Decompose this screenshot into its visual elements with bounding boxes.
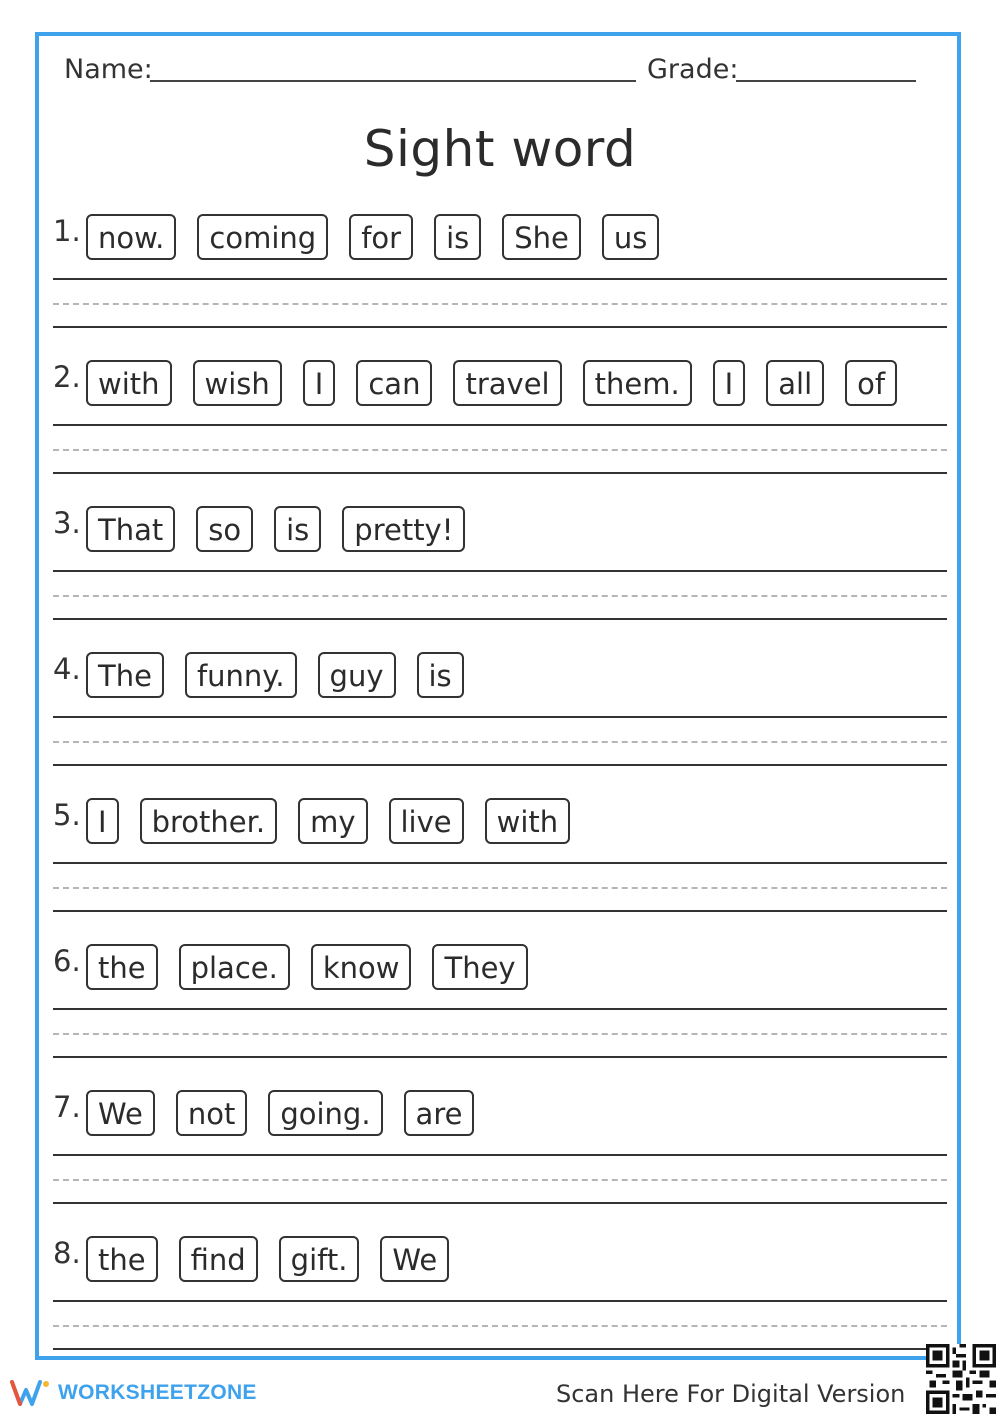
word-chip[interactable]: going. — [268, 1090, 382, 1136]
word-chip[interactable]: We — [380, 1236, 449, 1282]
word-chip[interactable]: the — [86, 1236, 158, 1282]
exercise-number: 8. — [53, 1236, 81, 1270]
scan-caption: Scan Here For Digital Version — [556, 1380, 906, 1408]
writing-mid-line — [53, 1179, 947, 1181]
word-chip[interactable]: the — [86, 944, 158, 990]
writing-top-line — [53, 278, 947, 280]
word-chip[interactable]: live — [389, 798, 464, 844]
word-chip[interactable]: know — [311, 944, 412, 990]
word-chip[interactable]: with — [485, 798, 571, 844]
word-chip[interactable]: with — [86, 360, 172, 406]
exercise-row — [0, 1090, 1000, 1236]
writing-top-line — [53, 716, 947, 718]
word-chip[interactable]: find — [179, 1236, 258, 1282]
word-chip[interactable]: is — [417, 652, 464, 698]
word-chip[interactable]: for — [349, 214, 413, 260]
word-chip[interactable]: them. — [583, 360, 692, 406]
word-chip-group — [86, 798, 591, 844]
exercise-number: 2. — [53, 360, 81, 394]
exercise-number: 3. — [53, 506, 81, 540]
writing-base-line[interactable] — [53, 910, 947, 912]
grade-label: Grade: — [647, 54, 739, 85]
word-chip-group — [86, 944, 549, 990]
word-chip-group — [86, 1090, 495, 1136]
word-chip[interactable]: coming — [197, 214, 328, 260]
brand-name: WORKSHEETZONE — [58, 1381, 257, 1404]
exercise-number: 6. — [53, 944, 81, 978]
name-label: Name: — [64, 54, 153, 85]
writing-mid-line — [53, 1325, 947, 1327]
word-chip[interactable]: now. — [86, 214, 176, 260]
exercise-row — [0, 652, 1000, 798]
writing-mid-line — [53, 741, 947, 743]
writing-base-line[interactable] — [53, 472, 947, 474]
exercise-number: 7. — [53, 1090, 81, 1124]
word-chip[interactable]: The — [86, 652, 164, 698]
exercise-row — [0, 360, 1000, 506]
writing-top-line — [53, 424, 947, 426]
word-chip[interactable]: us — [602, 214, 660, 260]
exercise-number: 1. — [53, 214, 81, 248]
word-chip[interactable]: brother. — [140, 798, 278, 844]
word-chip-group — [86, 360, 918, 406]
word-chip[interactable]: place. — [179, 944, 290, 990]
writing-mid-line — [53, 887, 947, 889]
word-chip[interactable]: We — [86, 1090, 155, 1136]
exercise-number: 4. — [53, 652, 81, 686]
word-chip[interactable]: can — [356, 360, 432, 406]
word-chip[interactable]: They — [432, 944, 527, 990]
word-chip[interactable]: so — [196, 506, 253, 552]
word-chip[interactable]: I — [713, 360, 746, 406]
writing-base-line[interactable] — [53, 764, 947, 766]
word-chip[interactable]: I — [86, 798, 119, 844]
word-chip-group — [86, 1236, 470, 1282]
word-chip-group — [86, 506, 486, 552]
word-chip[interactable]: gift. — [279, 1236, 360, 1282]
name-field[interactable] — [150, 80, 636, 82]
writing-top-line — [53, 570, 947, 572]
brand-logo[interactable] — [10, 1376, 257, 1410]
word-chip[interactable]: funny. — [185, 652, 297, 698]
word-chip[interactable]: of — [845, 360, 897, 406]
worksheetzone-logo-icon — [10, 1378, 52, 1408]
word-chip[interactable]: wish — [193, 360, 282, 406]
exercise-row — [0, 944, 1000, 1090]
exercise-row — [0, 214, 1000, 360]
word-chip[interactable]: That — [86, 506, 175, 552]
writing-mid-line — [53, 449, 947, 451]
exercise-row — [0, 1236, 1000, 1382]
word-chip-group — [86, 214, 680, 260]
word-chip[interactable]: guy — [318, 652, 396, 698]
writing-mid-line — [53, 303, 947, 305]
word-chip[interactable]: is — [274, 506, 321, 552]
header-row — [64, 54, 924, 88]
writing-top-line — [53, 1008, 947, 1010]
exercise-number: 5. — [53, 798, 81, 832]
exercise-row — [0, 798, 1000, 944]
writing-base-line[interactable] — [53, 1202, 947, 1204]
word-chip[interactable]: are — [404, 1090, 475, 1136]
writing-top-line — [53, 1154, 947, 1156]
word-chip[interactable]: I — [303, 360, 336, 406]
page-title: Sight word — [363, 120, 637, 178]
word-chip[interactable]: all — [766, 360, 824, 406]
word-chip[interactable]: not — [176, 1090, 248, 1136]
word-chip[interactable]: is — [434, 214, 481, 260]
word-chip[interactable]: She — [502, 214, 581, 260]
exercise-row — [0, 506, 1000, 652]
footer — [0, 1362, 1000, 1414]
writing-mid-line — [53, 595, 947, 597]
grade-field[interactable] — [736, 80, 916, 82]
word-chip[interactable]: pretty! — [342, 506, 465, 552]
writing-base-line[interactable] — [53, 1348, 947, 1350]
word-chip[interactable]: travel — [453, 360, 561, 406]
qr-code-icon[interactable] — [926, 1344, 996, 1414]
writing-top-line — [53, 1300, 947, 1302]
word-chip-group — [86, 652, 485, 698]
writing-base-line[interactable] — [53, 1056, 947, 1058]
writing-base-line[interactable] — [53, 618, 947, 620]
writing-mid-line — [53, 1033, 947, 1035]
writing-top-line — [53, 862, 947, 864]
word-chip[interactable]: my — [298, 798, 367, 844]
writing-base-line[interactable] — [53, 326, 947, 328]
